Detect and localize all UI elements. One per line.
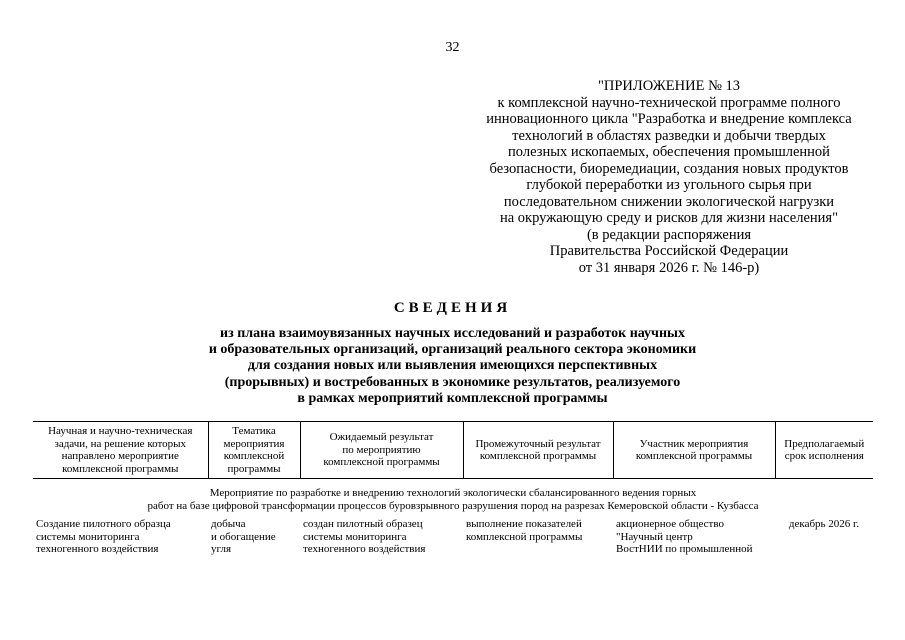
subtitle-line: (прорывных) и востребованных в экономике результатов, реализуемого [224,374,681,390]
appendix-line: (в редакции распоряжения [586,226,752,243]
appendix-line: Правительства Российской Федерации [549,243,789,259]
appendix-line: к комплексной научно-технической программе полного [497,94,841,111]
subtitle-line: и образовательных организаций, организаций реального сектора экономики [208,342,697,358]
section-line: работ на базе цифровой трансформации процессов буровзрывного разрушения пород на разрезах Кемеровской области - Кузбасса [147,500,759,512]
section-heading-row [33,479,873,517]
header-deadline: Предполагаемый срок исполнения [775,422,873,479]
header-participant: Участник мероприятия комплексной программы [613,422,775,479]
info-table [33,421,873,558]
header-expected-result: Ожидаемый результат по мероприятию комплексной программы [300,422,463,479]
section-heading [33,479,873,517]
cell-topic: добыча и обогащение угля [211,518,276,555]
appendix-header [478,78,860,276]
table-row [33,516,873,558]
cell-participant: акционерное общество "Научный центр ВостНИИ по промышленной [616,518,753,555]
header-tasks: Научная и научно-техническая задачи, на решение которых направлено мероприятие комплексной программы [33,422,208,479]
appendix-line: "ПРИЛОЖЕНИЕ № 13 [597,78,741,94]
section-line: Мероприятие по разработке и внедрению технологий экологически сбалансированного ведения горных [209,487,697,499]
appendix-line: глубокой переработки из угольного сырья при [526,177,812,193]
table-header-row [33,422,873,479]
subtitle-line: для создания новых или выявления имеющихся перспективных [247,358,658,374]
appendix-line: технологий в областях разведки и добычи твердых [512,127,826,144]
cell-interim-result: выполнение показателей комплексной программы [466,518,583,543]
document-title: СВЕДЕНИЯ [393,300,512,316]
appendix-line: безопасности, биоремедиации, создания новых продуктов [489,160,849,177]
appendix-line: последовательном снижении экологической нагрузки [503,193,835,210]
subtitle-line: в рамках мероприятий комплексной программы [297,390,608,406]
cell-expected-result: создан пилотный образец системы мониторинга техногенного воздействия [303,518,426,555]
document-subtitle [0,326,905,407]
appendix-line: на окружающую среду и рисков для жизни населения" [499,210,839,226]
cell-deadline: декабрь 2026 г. [788,518,860,530]
header-interim-result: Промежуточный результат комплексной программы [463,422,613,479]
header-topic: Тематика мероприятия комплексной программы [208,422,300,479]
appendix-line: от 31 января 2026 г. № 146-р) [578,259,760,276]
appendix-line: полезных ископаемых, обеспечения промышленной [508,144,830,160]
appendix-line: инновационного цикла "Разработка и внедрение комплекса [486,111,852,127]
cell-task: Создание пилотного образца системы мониторинга техногенного воздействия [36,518,171,555]
page-number: 32 [445,40,460,55]
subtitle-line: из плана взаимоувязанных научных исследований и разработок научных [220,326,685,341]
